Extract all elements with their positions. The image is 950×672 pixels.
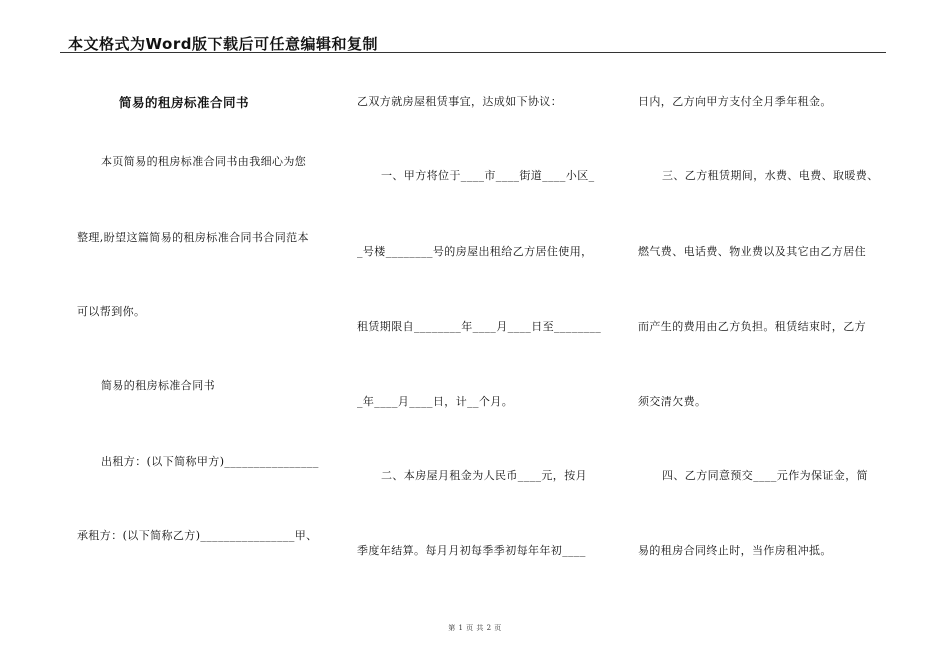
paragraph-line: 简易的租房标准合同书 <box>101 379 215 392</box>
text-column-3 <box>638 0 898 672</box>
paragraph-line: 燃气费、电话费、物业费以及其它由乙方居住 <box>638 245 866 258</box>
lessor-line: 出租方：(以下简称甲方)________________ <box>101 455 319 468</box>
document-header: 本文格式为Word版下载后可任意编辑和复制 <box>68 35 378 53</box>
paragraph-line: _年____月____日，计__个月。 <box>357 395 514 408</box>
paragraph-line: 日内，乙方向甲方支付全月季年租金。 <box>638 95 832 108</box>
paragraph-line: 乙双方就房屋租赁事宜，达成如下协议： <box>357 95 563 108</box>
clause-2-line: 二、本房屋月租金为人民币____元，按月 <box>381 469 587 482</box>
paragraph-line: 整理,盼望这篇简易的租房标准合同书合同范本 <box>77 231 309 244</box>
clause-4-line: 四、乙方同意预交____元作为保证金，简 <box>662 469 868 482</box>
clause-1-line: 一、甲方将位于____市____街道____小区_ <box>381 169 595 182</box>
paragraph-line: 季度年结算。每月月初每季季初每年年初____ <box>357 544 586 557</box>
paragraph-line: 易的租房合同终止时，当作房租冲抵。 <box>638 544 832 557</box>
clause-3-line: 三、乙方租赁期间，水费、电费、取暖费、 <box>662 169 879 182</box>
paragraph-line: 可以帮到你。 <box>77 305 146 318</box>
lessee-line: 承租方：(以下简称乙方)________________甲、 <box>77 529 318 542</box>
paragraph-line: 须交清欠费。 <box>638 395 707 408</box>
page-number: 第 1 页 共 2 页 <box>448 624 502 632</box>
paragraph-line: 本页简易的租房标准合同书由我细心为您 <box>101 155 307 168</box>
document-title: 简易的租房标准合同书 <box>119 95 250 110</box>
text-column-1 <box>77 0 337 672</box>
text-column-2 <box>357 0 617 672</box>
paragraph-line: 而产生的费用由乙方负担。租赁结束时，乙方 <box>638 320 866 333</box>
paragraph-line: 租赁期限自________年____月____日至________ <box>357 320 602 333</box>
paragraph-line: _号楼________号的房屋出租给乙方居住使用， <box>357 245 593 258</box>
